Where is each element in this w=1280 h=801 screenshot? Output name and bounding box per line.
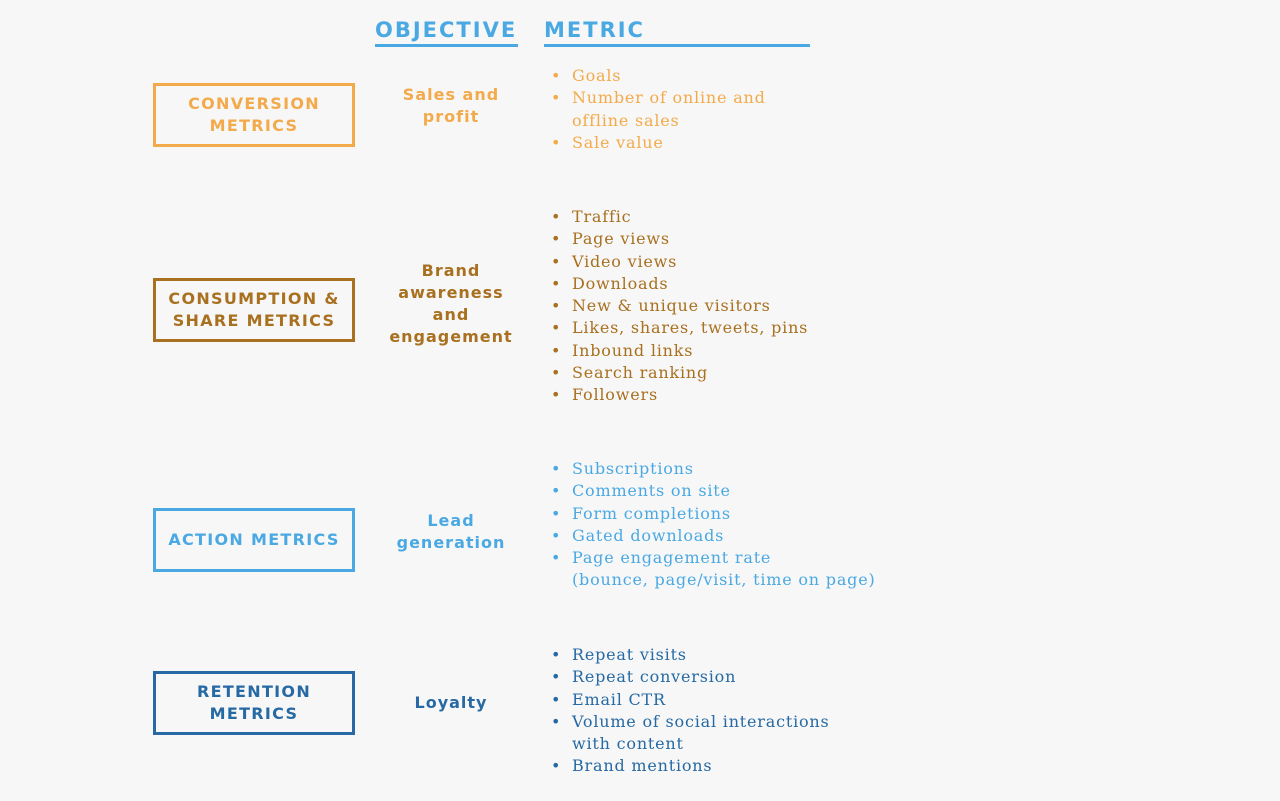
- list-item: [551, 480, 876, 502]
- metric-label: Page engagement rate (bounce, page/visit, time on page): [572, 548, 876, 590]
- bullet-icon: •: [551, 645, 562, 664]
- metric-label: Likes, shares, tweets, pins: [572, 318, 809, 338]
- metric-label: Followers: [572, 385, 658, 405]
- bullet-icon: •: [551, 385, 562, 405]
- bullet-icon: •: [551, 296, 562, 316]
- objective-column-header: OBJECTIVE: [375, 17, 518, 47]
- list-item: [551, 755, 830, 777]
- metric-label: Subscriptions: [572, 459, 694, 478]
- list-item: [551, 384, 808, 406]
- metric-label: Traffic: [572, 207, 632, 226]
- bullet-icon: •: [551, 503, 562, 523]
- bullet-icon: •: [551, 525, 562, 545]
- conversion-objective: Sales and profit: [402, 85, 500, 126]
- list-item: [551, 295, 808, 317]
- bullet-icon: •: [551, 132, 562, 152]
- metric-label: Downloads: [572, 273, 669, 293]
- list-item: [551, 251, 808, 273]
- bullet-icon: •: [551, 229, 562, 249]
- action-metric-list: [551, 458, 876, 592]
- list-item: [551, 644, 830, 666]
- conversion-metrics-box: CONVERSION METRICS: [153, 83, 355, 147]
- metric-label: Page views: [572, 229, 670, 249]
- list-item: [551, 362, 808, 384]
- bullet-icon: •: [551, 756, 562, 776]
- list-item: [551, 228, 808, 250]
- bullet-icon: •: [551, 66, 562, 85]
- bullet-icon: •: [551, 340, 562, 360]
- bullet-icon: •: [551, 207, 562, 226]
- metric-label: Video views: [572, 251, 678, 271]
- consumption-share-metrics-box: CONSUMPTION & SHARE METRICS: [153, 278, 355, 342]
- action-objective: Lead generation: [396, 511, 506, 552]
- metric-label: Gated downloads: [572, 525, 725, 545]
- bullet-icon: •: [551, 88, 562, 108]
- list-item: [551, 458, 876, 480]
- bullet-icon: •: [551, 459, 562, 478]
- metric-label: Goals: [572, 66, 622, 85]
- retention-metric-list: [551, 644, 830, 778]
- list-item: [551, 87, 766, 132]
- consumption-objective: Brand awareness and engagement: [389, 261, 513, 346]
- bullet-icon: •: [551, 273, 562, 293]
- list-item: [551, 689, 830, 711]
- list-item: [551, 666, 830, 688]
- consumption-metric-list: [551, 206, 808, 407]
- metric-label: Volume of social interactions with content: [572, 711, 830, 754]
- list-item: [551, 503, 876, 525]
- action-metrics-box: ACTION METRICS: [153, 508, 355, 572]
- list-item: [551, 317, 808, 339]
- metric-label: Email CTR: [572, 689, 666, 709]
- list-item: [551, 132, 766, 154]
- bullet-icon: •: [551, 318, 562, 338]
- metric-label: Sale value: [572, 132, 664, 152]
- metric-column-header: METRIC: [544, 17, 810, 47]
- metric-label: Number of online and offline sales: [572, 88, 766, 130]
- metric-label: Inbound links: [572, 340, 694, 360]
- bullet-icon: •: [551, 548, 562, 568]
- metric-label: New & unique visitors: [572, 296, 771, 316]
- list-item: [551, 65, 766, 87]
- metric-label: Form completions: [572, 503, 731, 523]
- bullet-icon: •: [551, 251, 562, 271]
- bullet-icon: •: [551, 481, 562, 501]
- metric-label: Search ranking: [572, 363, 709, 383]
- list-item: [551, 525, 876, 547]
- bullet-icon: •: [551, 711, 562, 731]
- list-item: [551, 273, 808, 295]
- bullet-icon: •: [551, 667, 562, 687]
- metric-label: Comments on site: [572, 481, 731, 501]
- list-item: [551, 206, 808, 228]
- list-item: [551, 711, 830, 756]
- list-item: [551, 547, 876, 592]
- metric-label: Repeat conversion: [572, 667, 737, 687]
- metric-label: Brand mentions: [572, 756, 713, 776]
- bullet-icon: •: [551, 689, 562, 709]
- retention-objective: Loyalty: [414, 693, 488, 712]
- list-item: [551, 340, 808, 362]
- bullet-icon: •: [551, 363, 562, 383]
- metric-label: Repeat visits: [572, 645, 687, 664]
- retention-metrics-box: RETENTION METRICS: [153, 671, 355, 735]
- conversion-metric-list: [551, 65, 766, 154]
